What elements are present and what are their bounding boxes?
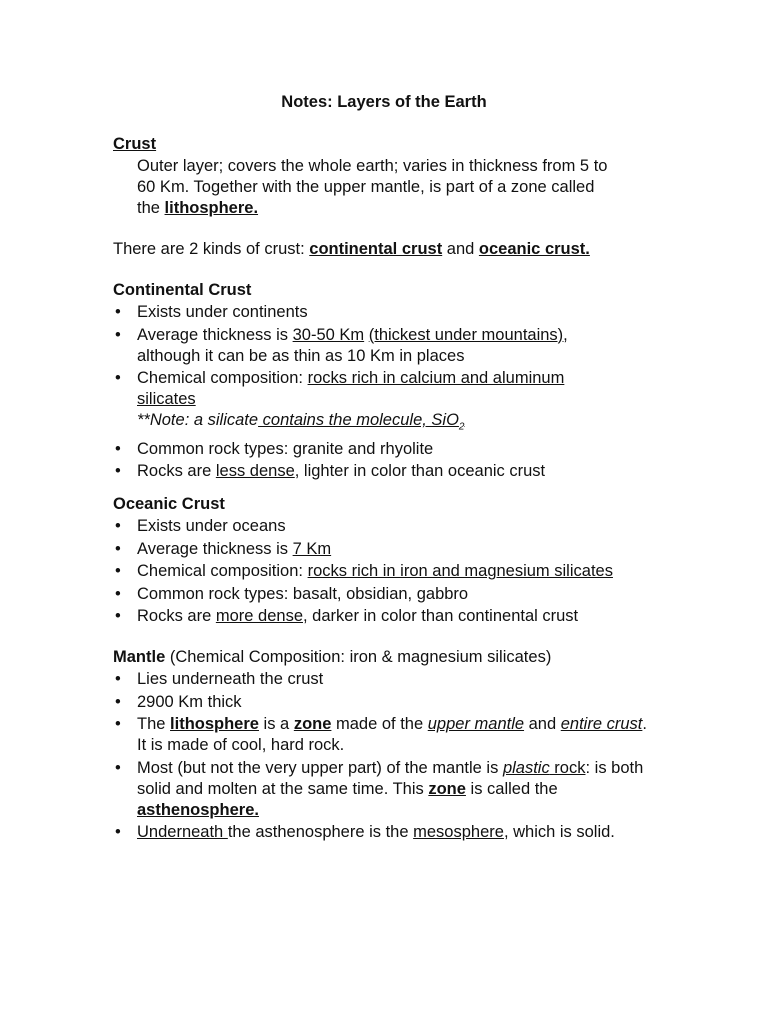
kinds-middle: and xyxy=(442,240,479,258)
note-text: **Note: a silicate xyxy=(137,411,259,429)
bullet-icon: • xyxy=(115,692,121,711)
crust-kinds-sentence xyxy=(113,239,653,260)
lithosphere-term: lithosphere. xyxy=(164,199,259,217)
thickness-value: 30-50 Km xyxy=(292,325,365,344)
list-item-text: Rocks are xyxy=(137,462,216,481)
page-title: Notes: Layers of the Earth xyxy=(281,93,487,111)
lithosphere-term: lithosphere xyxy=(170,715,259,733)
list-item-text: , which is solid. xyxy=(503,823,615,841)
list-item-text: , darker in color than continental crust xyxy=(303,607,579,625)
plastic-term: plastic xyxy=(502,758,550,777)
thickness-note: (thickest under mountains), xyxy=(368,325,568,344)
crust-heading: Crust xyxy=(113,135,157,153)
list-item xyxy=(113,439,673,460)
oceanic-crust-term: oceanic crust. xyxy=(478,240,590,258)
bullet-icon: • xyxy=(115,439,121,458)
continental-crust-term: continental crust xyxy=(309,240,443,258)
list-item-text: Lies underneath the crust xyxy=(137,670,324,688)
note-underlined xyxy=(258,411,465,433)
list-item-text: Common rock types: basalt, obsidian, gabbro xyxy=(137,584,469,603)
list-item xyxy=(113,606,673,627)
density-value: more dense xyxy=(215,607,303,625)
list-item xyxy=(113,368,673,410)
mantle-heading-note: (Chemical Composition: iron & magnesium silicates) xyxy=(165,648,552,666)
list-item-text: 2900 Km thick xyxy=(137,692,242,711)
thickness-value: 7 Km xyxy=(292,539,332,558)
list-item-text: is called the xyxy=(465,779,558,798)
underneath-term: Underneath xyxy=(137,823,228,841)
list-item xyxy=(113,714,673,756)
list-item xyxy=(113,561,673,582)
list-item xyxy=(113,669,673,690)
bullet-icon: • xyxy=(115,607,121,625)
list-item-text: Average thickness is xyxy=(137,539,293,558)
plastic-rock-term xyxy=(503,759,586,777)
list-item-text: made of the xyxy=(331,715,428,733)
upper-mantle-term: upper mantle xyxy=(427,715,525,733)
list-item-text: is a xyxy=(258,715,294,733)
composition-value: rocks rich in calcium and aluminum xyxy=(307,369,565,387)
list-item xyxy=(113,302,673,323)
crust-text-line1: Outer layer; covers the whole earth; varies in thickness from 5 to xyxy=(137,157,608,175)
silicate-note xyxy=(113,410,673,437)
subscript-text: 2 xyxy=(458,421,465,433)
bullet-icon: • xyxy=(115,369,121,387)
list-item-text: Chemical composition: xyxy=(137,369,308,387)
bullet-icon: • xyxy=(115,758,121,777)
asthenosphere-term: asthenosphere. xyxy=(137,800,259,819)
list-item-text: although it can be as thin as 10 Km in places xyxy=(137,346,465,365)
crust-text-line3-prefix: the xyxy=(137,199,160,217)
crust-description xyxy=(137,156,657,219)
list-item-text: Exists under continents xyxy=(137,303,308,321)
list-item-text: Most (but not the very upper part) of the mantle is xyxy=(137,758,503,777)
list-item-text: . It is made of cool, hard rock. xyxy=(137,715,647,754)
list-item-text: Common rock types: granite and rhyolite xyxy=(137,439,434,458)
list-item xyxy=(113,584,673,605)
mantle-list xyxy=(113,669,673,845)
list-item xyxy=(113,692,673,713)
list-item-text: : is both solid and molten at the same time. This xyxy=(137,758,644,798)
list-item-text: , lighter in color than oceanic crust xyxy=(294,462,546,481)
bullet-icon: • xyxy=(115,303,121,321)
mantle-heading-line xyxy=(113,647,653,668)
continental-crust-list xyxy=(113,302,673,484)
composition-value: silicates xyxy=(137,390,196,408)
bullet-icon: • xyxy=(115,517,121,535)
list-item-text: Chemical composition: xyxy=(137,562,308,580)
oceanic-crust-heading: Oceanic Crust xyxy=(113,495,225,513)
list-item xyxy=(113,539,673,560)
zone-term: zone xyxy=(428,779,466,798)
bullet-icon: • xyxy=(115,562,121,580)
list-item-text: the asthenosphere is the xyxy=(227,823,414,841)
crust-text-line2: 60 Km. Together with the upper mantle, is part of a zone called xyxy=(137,178,595,196)
list-item-text: The xyxy=(137,715,171,733)
density-value: less dense xyxy=(215,462,295,481)
bullet-icon: • xyxy=(115,715,121,733)
entire-crust-term: entire crust xyxy=(560,715,643,733)
list-item-text: Rocks are xyxy=(137,607,216,625)
list-item xyxy=(113,461,673,482)
oceanic-crust-list xyxy=(113,516,673,629)
list-item-text: Exists under oceans xyxy=(137,517,286,535)
list-item-text: and xyxy=(524,715,561,733)
bullet-icon: • xyxy=(115,670,121,688)
list-item xyxy=(113,758,673,821)
kinds-prefix: There are 2 kinds of crust: xyxy=(113,240,310,258)
mantle-heading: Mantle xyxy=(113,648,166,666)
bullet-icon: • xyxy=(115,325,121,344)
bullet-icon: • xyxy=(115,539,121,558)
continental-crust-heading: Continental Crust xyxy=(113,281,252,299)
list-item xyxy=(113,516,673,537)
bullet-icon: • xyxy=(115,823,121,841)
note-text: contains the molecule, SiO xyxy=(258,411,459,429)
mesosphere-term: mesosphere xyxy=(413,823,504,841)
bullet-icon: • xyxy=(115,584,121,603)
list-item xyxy=(113,822,673,843)
bullet-icon: • xyxy=(115,462,121,481)
composition-value: rocks rich in iron and magnesium silicates xyxy=(307,562,613,580)
zone-term: zone xyxy=(293,715,332,733)
list-item-text: Average thickness is xyxy=(137,325,293,344)
rock-term: rock xyxy=(549,758,586,777)
list-item xyxy=(113,325,673,367)
